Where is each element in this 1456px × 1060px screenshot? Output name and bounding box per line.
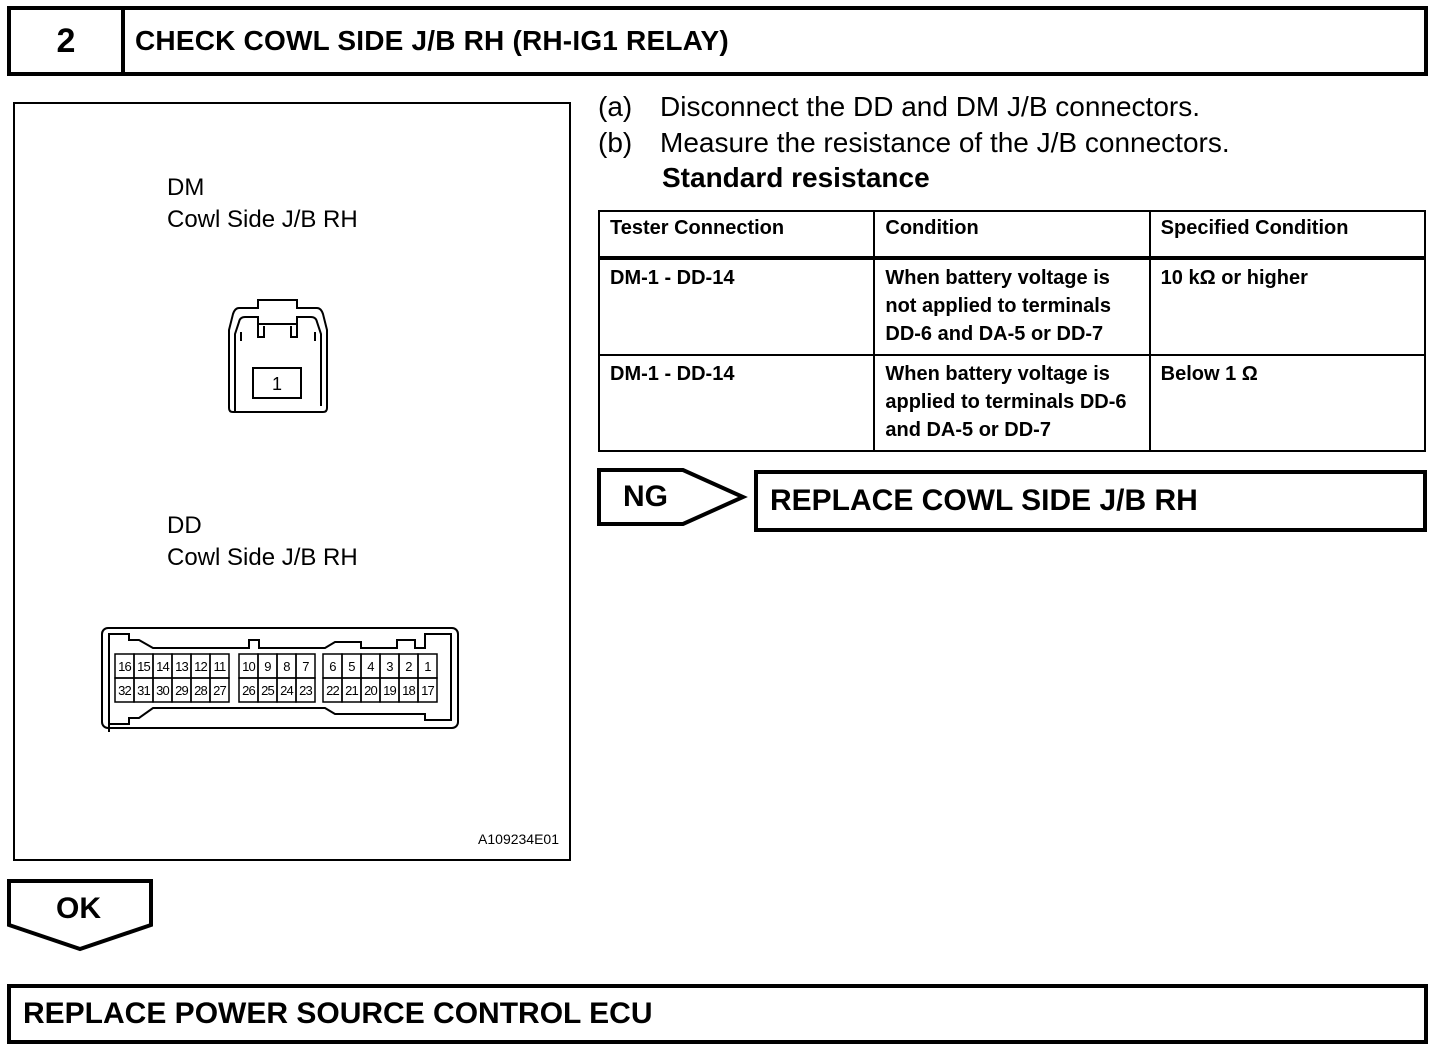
ng-arrow-icon: [597, 468, 749, 528]
ng-label: NG: [623, 480, 668, 513]
dd-pin-7: 7: [302, 659, 309, 674]
dd-pin-8: 8: [283, 659, 290, 674]
dm-pin-1: 1: [271, 374, 283, 394]
instruction-a-label: (a): [598, 91, 633, 122]
dd-connector-drawing: [99, 622, 461, 732]
cell-condition: When battery voltage is not applied to terminals DD-6 and DA-5 or DD-7: [874, 258, 1149, 355]
cell-tester-connection: DM-1 - DD-14: [599, 258, 874, 355]
dd-pin-31: 31: [137, 683, 150, 698]
dd-pin-17: 17: [421, 683, 434, 698]
figure-code: A109234E01: [478, 831, 559, 847]
dd-pin-14: 14: [156, 659, 169, 674]
dd-pin-21: 21: [345, 683, 358, 698]
dd-pin-11: 11: [213, 659, 226, 674]
instruction-a-text: Disconnect the DD and DM J/B connectors.: [660, 91, 1201, 122]
dd-name: Cowl Side J/B RH: [167, 544, 358, 571]
header-specified-condition: Specified Condition: [1150, 211, 1425, 258]
dd-pin-18: 18: [402, 683, 415, 698]
dd-pin-28: 28: [194, 683, 207, 698]
dd-connector-label: [167, 510, 358, 574]
dd-pin-12: 12: [194, 659, 207, 674]
table-row: [599, 355, 1425, 451]
dd-pin-32: 32: [118, 683, 131, 698]
dd-pin-22: 22: [326, 683, 339, 698]
dd-pin-23: 23: [299, 683, 312, 698]
step-title: CHECK COWL SIDE J/B RH (RH-IG1 RELAY): [135, 25, 729, 56]
dm-code: DM: [167, 174, 205, 201]
instruction-b-text: Measure the resistance of the J/B connectors.: [660, 127, 1230, 158]
dm-name: Cowl Side J/B RH: [167, 206, 358, 233]
dd-pin-26: 26: [242, 683, 255, 698]
instruction-a: [598, 89, 1200, 125]
dd-pin-3: 3: [386, 659, 393, 674]
dd-pin-grid: [115, 654, 437, 702]
step-header: [7, 6, 1428, 76]
dd-pin-19: 19: [383, 683, 396, 698]
ng-result-box: REPLACE COWL SIDE J/B RH: [754, 470, 1427, 532]
table-header-row: [599, 211, 1425, 258]
dd-pin-15: 15: [137, 659, 150, 674]
dd-pin-5: 5: [348, 659, 355, 674]
cell-specified-condition: Below 1 Ω: [1150, 355, 1425, 451]
cell-condition: When battery voltage is applied to terminals DD-6 and DA-5 or DD-7: [874, 355, 1149, 451]
cell-tester-connection: DM-1 - DD-14: [599, 355, 874, 451]
dd-pin-13: 13: [175, 659, 188, 674]
dd-pin-6: 6: [329, 659, 336, 674]
dd-pin-4: 4: [367, 659, 374, 674]
dd-pin-1: 1: [424, 659, 431, 674]
dd-pin-2: 2: [405, 659, 412, 674]
instruction-b: [598, 125, 1230, 161]
dd-pin-24: 24: [280, 683, 293, 698]
header-tester-connection: Tester Connection: [599, 211, 874, 258]
dd-pin-25: 25: [261, 683, 274, 698]
ok-result-box: REPLACE POWER SOURCE CONTROL ECU: [7, 984, 1428, 1044]
ok-label: OK: [56, 892, 101, 925]
header-condition: Condition: [874, 211, 1149, 258]
dd-pin-10: 10: [242, 659, 255, 674]
cell-specified-condition: 10 kΩ or higher: [1150, 258, 1425, 355]
dm-connector-drawing: [223, 294, 347, 420]
standard-resistance-label: Standard resistance: [662, 162, 930, 193]
connector-figure: [13, 102, 571, 861]
standard-resistance-table: [598, 210, 1426, 452]
dd-pin-9: 9: [264, 659, 271, 674]
dd-pin-20: 20: [364, 683, 377, 698]
step-number: 2: [11, 10, 125, 72]
dd-pin-16: 16: [118, 659, 131, 674]
dd-code: DD: [167, 512, 202, 539]
dd-pin-30: 30: [156, 683, 169, 698]
dd-pin-29: 29: [175, 683, 188, 698]
dd-pin-27: 27: [213, 683, 226, 698]
table-row: [599, 258, 1425, 355]
instruction-b-label: (b): [598, 127, 633, 158]
dm-connector-label: [167, 172, 358, 236]
